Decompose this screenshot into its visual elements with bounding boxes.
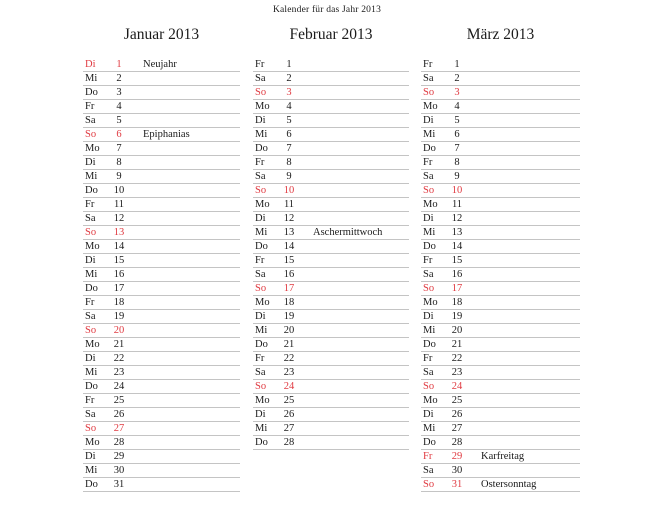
weekday-label: Di xyxy=(423,409,434,420)
day-number: 5 xyxy=(116,115,122,126)
weekday-label: Di xyxy=(423,213,434,224)
day-number: 6 xyxy=(286,129,292,140)
day-number: 20 xyxy=(283,325,295,336)
day-row xyxy=(421,184,580,198)
weekday-label: Mo xyxy=(255,395,270,406)
day-number: 17 xyxy=(451,283,463,294)
day-number: 8 xyxy=(116,157,122,168)
day-row xyxy=(83,366,240,380)
holiday-label: Karfreitag xyxy=(481,451,525,462)
weekday-label: Sa xyxy=(85,115,96,126)
weekday-label: So xyxy=(85,129,97,140)
weekday-label: Fr xyxy=(255,353,265,364)
day-row xyxy=(83,310,240,324)
day-row xyxy=(421,212,580,226)
weekday-label: Mo xyxy=(85,241,100,252)
day-row xyxy=(83,58,240,72)
weekday-label: Mi xyxy=(255,227,268,238)
weekday-label: Di xyxy=(423,311,434,322)
day-number: 12 xyxy=(283,213,295,224)
day-number: 20 xyxy=(113,325,125,336)
weekday-label: Di xyxy=(85,157,96,168)
day-number: 29 xyxy=(451,451,463,462)
day-row xyxy=(421,324,580,338)
day-row xyxy=(421,128,580,142)
weekday-label: Fr xyxy=(255,255,265,266)
weekday-label: Do xyxy=(255,339,268,350)
day-number: 15 xyxy=(113,255,125,266)
weekday-label: Di xyxy=(255,409,266,420)
weekday-label: Fr xyxy=(85,199,95,210)
day-number: 2 xyxy=(116,73,122,84)
day-number: 24 xyxy=(113,381,125,392)
weekday-label: Fr xyxy=(423,255,433,266)
day-number: 3 xyxy=(454,87,460,98)
weekday-label: Fr xyxy=(423,157,433,168)
weekday-label: Di xyxy=(255,311,266,322)
weekday-label: Sa xyxy=(85,311,96,322)
month-column-februar xyxy=(253,22,409,450)
month-title: Januar 2013 xyxy=(123,26,200,43)
day-number: 23 xyxy=(113,367,125,378)
weekday-label: Sa xyxy=(255,269,266,280)
weekday-label: So xyxy=(423,479,435,490)
day-number: 16 xyxy=(283,269,295,280)
weekday-label: Sa xyxy=(423,367,434,378)
weekday-label: So xyxy=(423,185,435,196)
day-row xyxy=(253,170,409,184)
weekday-label: Mi xyxy=(85,73,98,84)
day-row xyxy=(421,282,580,296)
day-number: 11 xyxy=(451,199,463,210)
day-number: 21 xyxy=(451,339,463,350)
day-row xyxy=(421,170,580,184)
weekday-label: Do xyxy=(85,479,98,490)
weekday-label: Fr xyxy=(423,59,433,70)
weekday-label: Fr xyxy=(255,157,265,168)
weekday-label: Fr xyxy=(423,451,433,462)
day-number: 22 xyxy=(451,353,463,364)
day-number: 28 xyxy=(451,437,463,448)
day-row xyxy=(253,352,409,366)
weekday-label: So xyxy=(423,381,435,392)
day-number: 27 xyxy=(451,423,463,434)
weekday-label: Do xyxy=(255,437,268,448)
weekday-label: Fr xyxy=(85,101,95,112)
holiday-label: Neujahr xyxy=(143,59,177,70)
day-number: 5 xyxy=(286,115,292,126)
weekday-label: Di xyxy=(85,353,96,364)
day-row xyxy=(253,184,409,198)
weekday-label: Mi xyxy=(255,129,268,140)
day-row xyxy=(253,282,409,296)
day-number: 15 xyxy=(451,255,463,266)
day-row xyxy=(253,156,409,170)
day-row xyxy=(253,296,409,310)
weekday-label: Mi xyxy=(255,325,268,336)
day-number: 3 xyxy=(116,87,122,98)
weekday-label: Mo xyxy=(255,297,270,308)
day-row xyxy=(83,394,240,408)
day-row xyxy=(421,226,580,240)
day-number: 30 xyxy=(451,465,463,476)
weekday-label: Sa xyxy=(85,213,96,224)
day-number: 25 xyxy=(113,395,125,406)
day-row xyxy=(83,450,240,464)
day-row xyxy=(421,408,580,422)
month-column-januar xyxy=(83,22,240,492)
day-number: 21 xyxy=(283,339,295,350)
holiday-label: Epiphanias xyxy=(143,129,190,140)
day-number: 19 xyxy=(283,311,295,322)
weekday-label: Do xyxy=(423,143,436,154)
day-row xyxy=(253,366,409,380)
day-row xyxy=(421,58,580,72)
day-row xyxy=(421,268,580,282)
month-title: Februar 2013 xyxy=(289,26,373,43)
day-number: 11 xyxy=(283,199,295,210)
day-number: 4 xyxy=(116,101,122,112)
day-row xyxy=(83,254,240,268)
page-title: Kalender für das Jahr 2013 xyxy=(272,5,382,15)
day-number: 31 xyxy=(451,479,463,490)
day-number: 9 xyxy=(454,171,460,182)
day-number: 23 xyxy=(283,367,295,378)
day-row xyxy=(253,254,409,268)
day-number: 20 xyxy=(451,325,463,336)
day-row xyxy=(421,72,580,86)
holiday-label: Ostersonntag xyxy=(481,479,537,490)
day-row xyxy=(421,296,580,310)
day-row xyxy=(83,212,240,226)
weekday-label: So xyxy=(255,381,267,392)
day-number: 30 xyxy=(113,465,125,476)
day-row xyxy=(421,380,580,394)
day-row xyxy=(253,100,409,114)
weekday-label: Di xyxy=(85,451,96,462)
weekday-label: Di xyxy=(255,213,266,224)
day-number: 5 xyxy=(454,115,460,126)
weekday-label: Sa xyxy=(423,73,434,84)
day-number: 18 xyxy=(113,297,125,308)
day-row xyxy=(83,268,240,282)
day-number: 14 xyxy=(451,241,463,252)
day-row xyxy=(253,142,409,156)
weekday-label: So xyxy=(85,325,97,336)
weekday-label: Do xyxy=(85,87,98,98)
day-number: 13 xyxy=(283,227,295,238)
weekday-label: Sa xyxy=(423,465,434,476)
weekday-label: Sa xyxy=(255,73,266,84)
weekday-label: Mo xyxy=(85,143,100,154)
day-row xyxy=(421,198,580,212)
weekday-label: Do xyxy=(255,241,268,252)
weekday-label: Do xyxy=(423,241,436,252)
day-row xyxy=(83,198,240,212)
day-row xyxy=(253,408,409,422)
day-number: 13 xyxy=(113,227,125,238)
weekday-label: Mo xyxy=(85,339,100,350)
weekday-label: Fr xyxy=(255,59,265,70)
day-number: 28 xyxy=(283,437,295,448)
day-number: 22 xyxy=(283,353,295,364)
day-number: 31 xyxy=(113,479,125,490)
day-number: 13 xyxy=(451,227,463,238)
weekday-label: Do xyxy=(85,185,98,196)
day-row xyxy=(421,142,580,156)
day-row xyxy=(421,86,580,100)
day-row xyxy=(421,394,580,408)
day-row xyxy=(83,352,240,366)
day-row xyxy=(83,72,240,86)
weekday-label: Mi xyxy=(423,129,436,140)
day-row xyxy=(421,100,580,114)
day-number: 10 xyxy=(113,185,125,196)
day-number: 1 xyxy=(286,59,292,70)
month-column-maerz xyxy=(421,22,580,492)
day-row xyxy=(253,86,409,100)
day-row xyxy=(421,436,580,450)
day-number: 28 xyxy=(113,437,125,448)
day-row xyxy=(253,324,409,338)
day-row xyxy=(421,464,580,478)
day-row xyxy=(253,128,409,142)
weekday-label: Mo xyxy=(255,101,270,112)
weekday-label: Mo xyxy=(423,101,438,112)
day-row xyxy=(253,268,409,282)
day-number: 14 xyxy=(283,241,295,252)
weekday-label: Mi xyxy=(85,465,98,476)
weekday-label: Do xyxy=(85,283,98,294)
day-row xyxy=(421,366,580,380)
weekday-label: So xyxy=(423,87,435,98)
day-number: 9 xyxy=(286,171,292,182)
day-row xyxy=(83,170,240,184)
weekday-label: Mo xyxy=(423,297,438,308)
day-number: 7 xyxy=(454,143,460,154)
day-number: 26 xyxy=(451,409,463,420)
day-row xyxy=(83,142,240,156)
day-number: 21 xyxy=(113,339,125,350)
day-number: 2 xyxy=(286,73,292,84)
day-number: 11 xyxy=(113,199,125,210)
day-number: 14 xyxy=(113,241,125,252)
day-row xyxy=(83,338,240,352)
weekday-label: Sa xyxy=(423,269,434,280)
month-days xyxy=(83,58,240,492)
weekday-label: Sa xyxy=(255,367,266,378)
day-number: 3 xyxy=(286,87,292,98)
day-number: 1 xyxy=(454,59,460,70)
day-row xyxy=(253,380,409,394)
day-row xyxy=(83,296,240,310)
weekday-label: Mi xyxy=(423,227,436,238)
weekday-label: Mi xyxy=(85,367,98,378)
day-number: 29 xyxy=(113,451,125,462)
weekday-label: Di xyxy=(423,115,434,126)
day-row xyxy=(83,86,240,100)
day-number: 22 xyxy=(113,353,125,364)
day-row xyxy=(253,58,409,72)
day-number: 9 xyxy=(116,171,122,182)
day-number: 2 xyxy=(454,73,460,84)
weekday-label: So xyxy=(85,423,97,434)
day-number: 7 xyxy=(286,143,292,154)
day-number: 8 xyxy=(454,157,460,168)
weekday-label: Mo xyxy=(255,199,270,210)
weekday-label: Do xyxy=(255,143,268,154)
weekday-label: Do xyxy=(423,339,436,350)
day-number: 18 xyxy=(451,297,463,308)
weekday-label: Fr xyxy=(85,297,95,308)
day-number: 27 xyxy=(283,423,295,434)
day-row xyxy=(83,436,240,450)
weekday-label: Mo xyxy=(423,395,438,406)
month-days xyxy=(253,58,409,450)
day-number: 19 xyxy=(451,311,463,322)
month-title: März 2013 xyxy=(466,26,535,43)
day-number: 17 xyxy=(113,283,125,294)
weekday-label: Fr xyxy=(423,353,433,364)
day-number: 1 xyxy=(116,59,122,70)
weekday-label: Do xyxy=(423,437,436,448)
day-row xyxy=(421,114,580,128)
weekday-label: Sa xyxy=(255,171,266,182)
day-row xyxy=(253,72,409,86)
day-number: 12 xyxy=(113,213,125,224)
day-number: 17 xyxy=(283,283,295,294)
day-row xyxy=(253,436,409,450)
day-number: 10 xyxy=(451,185,463,196)
weekday-label: So xyxy=(85,227,97,238)
day-number: 19 xyxy=(113,311,125,322)
day-number: 26 xyxy=(283,409,295,420)
day-row xyxy=(421,156,580,170)
day-number: 24 xyxy=(283,381,295,392)
day-number: 16 xyxy=(451,269,463,280)
day-number: 6 xyxy=(116,129,122,140)
day-number: 10 xyxy=(283,185,295,196)
day-number: 26 xyxy=(113,409,125,420)
day-row xyxy=(83,184,240,198)
weekday-label: Sa xyxy=(423,171,434,182)
day-number: 16 xyxy=(113,269,125,280)
day-row xyxy=(421,478,580,492)
weekday-label: Fr xyxy=(85,395,95,406)
day-row xyxy=(83,324,240,338)
day-row xyxy=(253,226,409,240)
day-row xyxy=(421,422,580,436)
day-row xyxy=(421,310,580,324)
weekday-label: Di xyxy=(85,59,96,70)
day-row xyxy=(253,240,409,254)
day-number: 25 xyxy=(283,395,295,406)
day-row xyxy=(83,156,240,170)
day-number: 12 xyxy=(451,213,463,224)
day-row xyxy=(253,422,409,436)
day-row xyxy=(253,212,409,226)
day-row xyxy=(83,100,240,114)
day-row xyxy=(253,114,409,128)
weekday-label: Di xyxy=(255,115,266,126)
day-number: 8 xyxy=(286,157,292,168)
day-row xyxy=(83,380,240,394)
weekday-label: Mi xyxy=(423,423,436,434)
day-row xyxy=(83,128,240,142)
day-number: 25 xyxy=(451,395,463,406)
weekday-label: Mi xyxy=(255,423,268,434)
day-row xyxy=(83,240,240,254)
day-row xyxy=(421,338,580,352)
weekday-label: Sa xyxy=(85,409,96,420)
weekday-label: Mi xyxy=(85,269,98,280)
day-row xyxy=(83,422,240,436)
day-row xyxy=(83,114,240,128)
weekday-label: So xyxy=(255,185,267,196)
day-row xyxy=(421,450,580,464)
weekday-label: Mi xyxy=(85,171,98,182)
weekday-label: Do xyxy=(85,381,98,392)
weekday-label: Mi xyxy=(423,325,436,336)
weekday-label: Mo xyxy=(85,437,100,448)
day-number: 18 xyxy=(283,297,295,308)
weekday-label: Mo xyxy=(423,199,438,210)
day-row xyxy=(253,310,409,324)
day-row xyxy=(253,394,409,408)
day-row xyxy=(421,254,580,268)
day-row xyxy=(83,408,240,422)
day-number: 15 xyxy=(283,255,295,266)
weekday-label: So xyxy=(423,283,435,294)
month-days xyxy=(421,58,580,492)
day-number: 23 xyxy=(451,367,463,378)
day-number: 7 xyxy=(116,143,122,154)
day-row xyxy=(83,464,240,478)
day-row xyxy=(83,282,240,296)
day-number: 4 xyxy=(286,101,292,112)
day-number: 27 xyxy=(113,423,125,434)
day-row xyxy=(253,198,409,212)
weekday-label: So xyxy=(255,283,267,294)
day-row xyxy=(421,352,580,366)
weekday-label: So xyxy=(255,87,267,98)
day-row xyxy=(421,240,580,254)
day-row xyxy=(253,338,409,352)
day-row xyxy=(83,478,240,492)
day-number: 6 xyxy=(454,129,460,140)
day-number: 4 xyxy=(454,101,460,112)
holiday-label: Aschermittwoch xyxy=(313,227,383,238)
day-row xyxy=(83,226,240,240)
weekday-label: Di xyxy=(85,255,96,266)
day-number: 24 xyxy=(451,381,463,392)
